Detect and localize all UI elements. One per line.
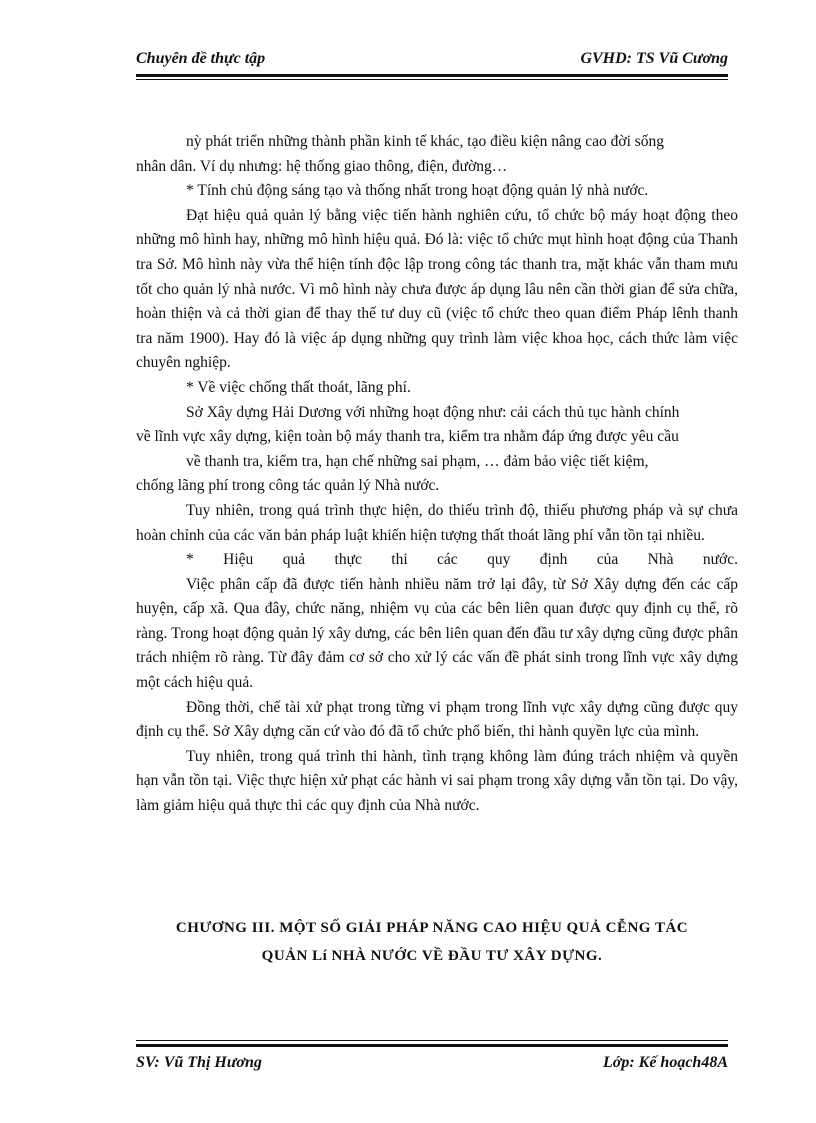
paragraph-enforcement: Tuy nhiên, trong quá trình thi hành, tình trạng không làm đúng trách nhiệm và quyền hạn vẫn tồn tại. Việc thực hiện xử phạt các hành vi sai phạm trong xây dựng vẫn tồn tại. Do vậy, làm giảm hiệu quả thực thi các quy định của Nhà nước. [136, 747, 738, 815]
bullet-initiative: * Tính chủ động sáng tạo và thống nhất trong hoạt động quản lý nhà nước. [186, 182, 649, 200]
paragraph-sanctions: Đồng thời, chế tài xử phạt trong từng vi phạm trong lĩnh vực xây dựng cũng được quy định cụ thể. Sở Xây dựng căn cứ vào đó đã tổ chức phổ biến, thi hành quyền lực của mình. [136, 698, 738, 741]
chapter-heading-line-2: QUẢN Lí NHÀ NƯỚC VỀ ĐẦU TƯ XÂY DỰNG. [261, 948, 603, 964]
header-rule-thick [136, 74, 728, 77]
footer-rule-thick [136, 1044, 728, 1047]
paragraph-1-line-2: nhân dân. Ví dụ nhưng: hệ thống giao thông, điện, đường… [136, 157, 508, 175]
footer-student: SV: Vũ Thị Hương [136, 1054, 262, 1071]
paragraph-shortcomings: Tuy nhiên, trong quá trình thực hiện, do thiếu trình độ, thiếu phương pháp và sự chưa hoàn chỉnh của các văn bản pháp luật khiến hiện tượng thất thoát lãng phí vẫn tồn tại nhiều. [136, 501, 738, 544]
paragraph-decentralization: Việc phân cấp đã được tiến hành nhiều năm trở lại đây, từ Sở Xây dựng đến các cấp huyện, cấp xã. Qua đây, chức năng, nhiệm vụ của các bên liên quan được quy định cụ thể, rõ ràng. Trong hoạt động quản lý xây dưng, các bên liên quan đến đầu tư xây dựng cũng được phân trách nhiệm rõ ràng. Từ đây đảm cơ sở cho xử lý các vấn đề phát sinh trong lĩnh vực xây dựng một cách hiệu quả. [136, 575, 738, 692]
bullet-anti-waste: * Về việc chống thất thoát, lãng phí. [186, 378, 411, 396]
document-body [136, 130, 738, 819]
paragraph-3-line-1: Sở Xây dựng Hải Dương với những hoạt động như: cải cách thủ tục hành chính [186, 403, 680, 421]
footer-class: Lớp: Kế hoạch48A [602, 1054, 728, 1071]
paragraph-3-line-3: về thanh tra, kiểm tra, hạn chế những sai phạm, … đảm bảo việc tiết kiệm, [186, 452, 649, 470]
paragraph-3-line-2: về lĩnh vực xây dựng, kiện toàn bộ máy thanh tra, kiểm tra nhằm đáp ứng được yêu cầu [136, 428, 679, 446]
footer-rule-thin [136, 1040, 728, 1041]
chapter-heading-line-1: CHƯƠNG III. MỘT SỐ GIẢI PHÁP NĂNG CAO HIỆU QUẢ CỄNG TÁC [175, 920, 689, 936]
paragraph-management-model: Đạt hiệu quả quản lý bằng việc tiến hành nghiên cứu, tổ chức bộ máy hoạt động theo những mô hình hay, những mô hình hiệu quả. Đó là: việc tổ chức mụt hình hoạt động của Thanh tra Sở. Mô hình này vừa thể hiện tính độc lập trong công tác thanh tra, mặt khác vẫn tham mưu tốt cho quản lý nhà nước. Vì mô hình này chưa được áp dụng lâu nên cần thời gian để sửa chữa, hoàn thiện và cả thời gian để thay thế tư duy cũ (việc tổ chức theo quan điểm Pháp lênh thanh tra năm 1900). Hay đó là việc áp dụng những quy trình làm việc khoa học, cách thức làm việc chuyên nghiệp. [136, 206, 738, 372]
chapter-heading [136, 914, 728, 970]
header-title: Chuyên đề thực tập [136, 50, 266, 67]
page-header [136, 46, 728, 72]
bullet-effectiveness: * Hiệu quả thực thi các quy định của Nhà nước. [186, 551, 738, 569]
header-supervisor: GVHD: TS Vũ Cương [580, 50, 728, 67]
header-rule-thin [136, 79, 728, 80]
paragraph-1-line-1: nỳ phát triển những thành phần kinh tế khác, tạo điều kiện nâng cao đời sống [186, 133, 665, 150]
page-footer [136, 1054, 728, 1078]
paragraph-3-line-4: chống lãng phí trong công tác quản lý Nhà nước. [136, 477, 440, 495]
